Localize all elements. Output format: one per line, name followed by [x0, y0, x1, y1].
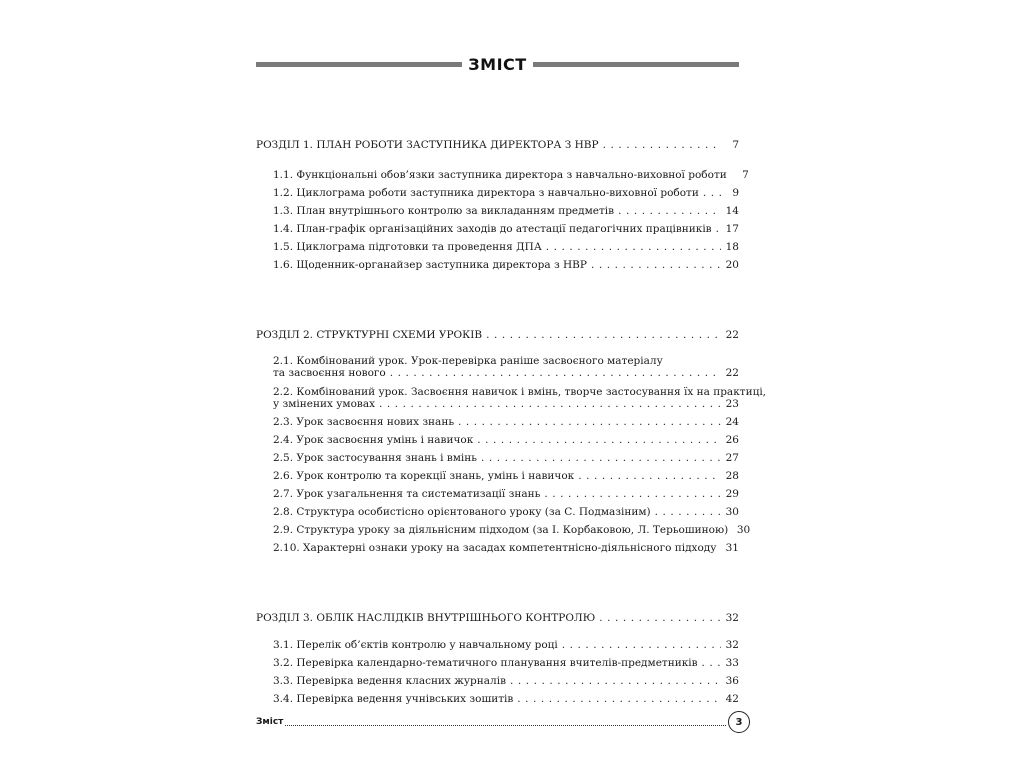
toc-item-label-continuation: та засвоєння нового — [273, 367, 386, 379]
toc-section-1[interactable] — [256, 139, 739, 151]
toc-item-label: 3.2. Перевірка календарно-тематичного планування вчителів-предметників — [273, 657, 698, 669]
toc-item-label: 1.2. Циклограма роботи заступника директора з навчально-виховної роботи — [273, 187, 699, 199]
toc-item-label: 3.3. Перевірка ведення класних журналів — [273, 675, 506, 687]
dot-leader — [599, 612, 721, 624]
toc-page-number: 29 — [725, 488, 739, 500]
toc-item-label-continuation: у змінених умовах — [273, 398, 375, 410]
dot-leader — [716, 223, 721, 235]
dot-leader — [486, 329, 721, 341]
toc-page-number: 17 — [725, 223, 739, 235]
toc-item[interactable] — [273, 416, 739, 428]
toc-page-number: 14 — [725, 205, 739, 217]
toc-section-3[interactable] — [256, 612, 739, 624]
toc-page-number: 18 — [725, 241, 739, 253]
toc-item-label: 3.4. Перевірка ведення учнівських зошитів — [273, 693, 514, 705]
dot-leader — [544, 488, 721, 500]
toc-item[interactable] — [273, 386, 767, 410]
toc-page-number: 32 — [725, 639, 739, 651]
toc-item-label: 1.4. План-графік організаційних заходів до атестації педагогічних працівників — [273, 223, 712, 235]
toc-page-number: 22 — [725, 367, 739, 379]
dot-leader — [517, 693, 721, 705]
toc-page-number: 22 — [725, 329, 739, 341]
toc-page-number: 24 — [725, 416, 739, 428]
toc-item-label: 1.3. План внутрішнього контролю за викладанням предметів — [273, 205, 615, 217]
toc-item[interactable] — [273, 693, 739, 705]
dot-leader — [481, 452, 721, 464]
toc-item[interactable] — [273, 187, 739, 199]
toc-item[interactable] — [273, 524, 751, 536]
dot-leader — [390, 367, 721, 379]
toc-item[interactable] — [273, 434, 739, 446]
page-heading — [256, 52, 739, 76]
toc-item[interactable] — [273, 488, 739, 500]
dot-leader — [546, 241, 721, 253]
toc-item-label: 2.8. Структура особистісно орієнтованого уроку (за С. Подмазіним) — [273, 506, 651, 518]
toc-page-number: 36 — [725, 675, 739, 687]
footer-label: Зміст — [256, 717, 284, 727]
toc-item-label: 3.1. Перелік об’єктів контролю у навчальному році — [273, 639, 558, 651]
toc-item[interactable] — [273, 169, 749, 181]
toc-item[interactable] — [273, 657, 739, 669]
toc-item-label: 2.1. Комбінований урок. Урок-перевірка раніше засвоєного матеріалу — [273, 355, 663, 367]
dot-leader — [379, 398, 721, 410]
dot-leader — [703, 187, 721, 199]
toc-item-label: 2.9. Структура уроку за діяльнісним підходом (за І. Корбаковою, Л. Терьошиною) — [273, 524, 729, 536]
toc-section-label: РОЗДІЛ 1. ПЛАН РОБОТИ ЗАСТУПНИКА ДИРЕКТОРА З НВР — [256, 139, 599, 151]
toc-item-label: 1.6. Щоденник-органайзер заступника директора з НВР — [273, 259, 587, 271]
toc-page-number: 32 — [725, 612, 739, 624]
dot-leader — [562, 639, 721, 651]
toc-item[interactable] — [273, 259, 739, 271]
toc-page-number: 30 — [725, 506, 739, 518]
toc-item[interactable] — [273, 241, 739, 253]
dot-leader — [720, 542, 721, 554]
page-number-badge: 3 — [728, 711, 750, 733]
toc-page-number: 23 — [725, 398, 739, 410]
toc-page-number: 7 — [732, 139, 739, 151]
toc-page-number: 27 — [725, 452, 739, 464]
toc-page-number: 9 — [732, 187, 739, 199]
toc-page-number: 33 — [725, 657, 739, 669]
toc-page-number: 26 — [725, 434, 739, 446]
toc-item[interactable] — [273, 205, 739, 217]
toc-item[interactable] — [273, 675, 739, 687]
toc-item-label: 2.3. Урок засвоєння нових знань — [273, 416, 455, 428]
toc-item[interactable] — [273, 470, 739, 482]
toc-item-label: 2.2. Комбінований урок. Засвоєння навичок і вмінь, творче застосування їх на практиці, — [273, 386, 767, 398]
toc-item-label: 2.5. Урок застосування знань і вмінь — [273, 452, 477, 464]
toc-page-number: 30 — [736, 524, 751, 536]
dot-leader — [477, 434, 721, 446]
toc-item-label: 1.5. Циклограма підготовки та проведення ДПА — [273, 241, 542, 253]
toc-item[interactable] — [273, 639, 739, 651]
dot-leader — [578, 470, 721, 482]
toc-item-label: 1.1. Функціональні обов’язки заступника директора з навчально-виховної роботи — [273, 169, 727, 181]
toc-item[interactable] — [273, 506, 739, 518]
dot-leader — [702, 657, 721, 669]
toc-page-number: 42 — [725, 693, 739, 705]
toc-item-label: 2.10. Характерні ознаки уроку на засадах компетентнісно-діяльнісного підходу — [273, 542, 717, 554]
toc-page-number: 31 — [725, 542, 739, 554]
dot-leader — [655, 506, 721, 518]
heading-rule-left — [256, 62, 462, 67]
dot-leader — [603, 139, 721, 151]
toc-page-number: 20 — [725, 259, 739, 271]
toc-section-label: РОЗДІЛ 3. ОБЛІК НАСЛІДКІВ ВНУТРІШНЬОГО КОНТРОЛЮ — [256, 612, 596, 624]
toc-section-label: РОЗДІЛ 2. СТРУКТУРНІ СХЕМИ УРОКІВ — [256, 329, 483, 341]
toc-item[interactable] — [273, 542, 739, 554]
toc-page-number: 28 — [725, 470, 739, 482]
dot-leader — [458, 416, 721, 428]
toc-item[interactable] — [273, 452, 739, 464]
toc-item-label: 2.6. Урок контролю та корекції знань, умінь і навичок — [273, 470, 575, 482]
toc-item-label: 2.4. Урок засвоєння умінь і навичок — [273, 434, 474, 446]
footer-rule — [285, 725, 726, 726]
toc-section-2[interactable] — [256, 329, 739, 341]
heading-rule-right — [533, 62, 739, 67]
dot-leader — [591, 259, 721, 271]
toc-page-number: 7 — [742, 169, 749, 181]
page-footer — [256, 710, 750, 734]
page-title: ЗМІСТ — [468, 54, 527, 74]
dot-leader — [618, 205, 721, 217]
toc-item[interactable] — [273, 223, 739, 235]
toc-item[interactable] — [273, 355, 739, 379]
toc-item-label: 2.7. Урок узагальнення та систематизації знань — [273, 488, 541, 500]
dot-leader — [510, 675, 721, 687]
